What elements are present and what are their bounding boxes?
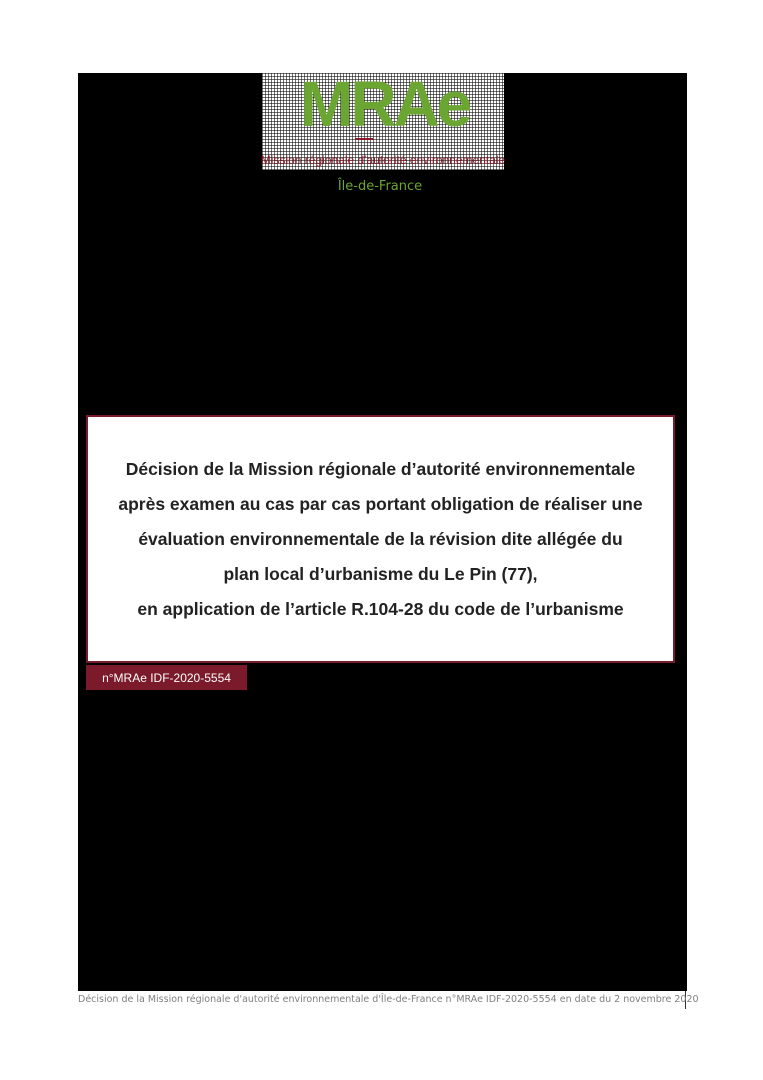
title-line: plan local d’urbanisme du Le Pin (77), [223,563,538,584]
decision-title-box [86,415,675,663]
title-line: après examen au cas par cas portant obligation de réaliser une [118,493,643,514]
title-line: en application de l’article R.104-28 du code de l’urbanisme [137,598,624,619]
region-label: Île-de-France [337,179,423,194]
page-footer: Décision de la Mission régionale d'autorité environnementale d'Île-de-France n°MRAe IDF-2020-5554 en date du 2 novembre 2020 [78,991,686,1009]
logo-caption: Mission régionale d'autorité environnementale [260,153,506,167]
reference-badge: n°MRAe IDF-2020-5554 [86,665,247,690]
title-line: évaluation environnementale de la révision dite allégée du [138,528,623,549]
logo-wordmark: MRAe [300,70,470,132]
mrae-logo [300,70,470,132]
title-line: Décision de la Mission régionale d’autorité environnementale [125,458,636,479]
logo-divider [355,138,373,140]
